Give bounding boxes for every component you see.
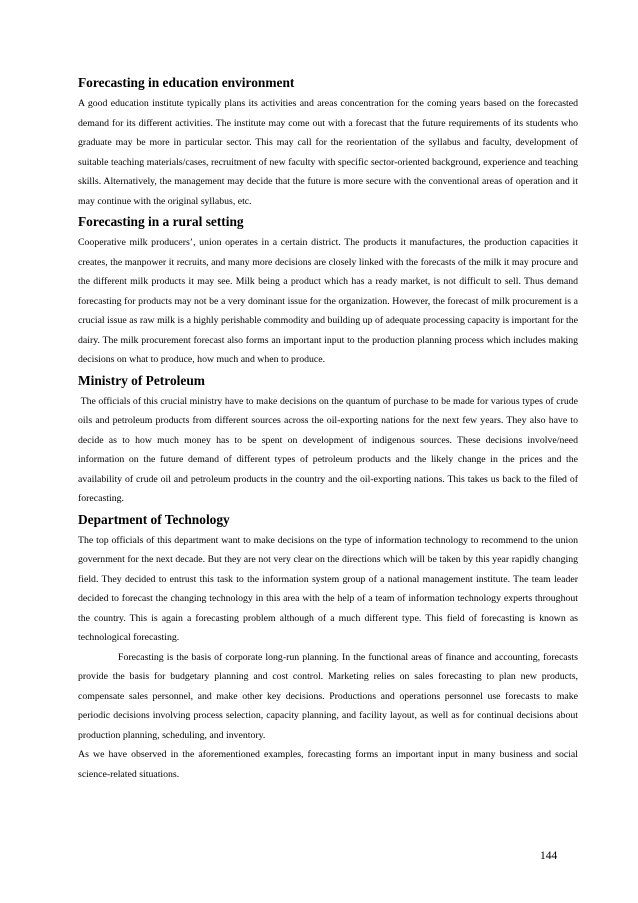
section-paragraph: A good education institute typically plans its activities and areas concentration for the coming years based on the forecasted demand for its different activities. The institute may come out with a forecast that the future requirements of its students who graduate may be more in particular sector. This may call for the reorientation of the syllabus and faculty, development of suitable teaching materials/cases, recruitment of new faculty with specific sector-oriented background, experience and teaching skills. Alternatively, the management may decide that the future is more secure with the conventional areas of operation and it may continue with the original syllabus, etc. bbox=[78, 98, 578, 207]
section-paragraph: As we have observed in the aforementioned examples, forecasting forms an important input in many business and social science-related situations. bbox=[78, 749, 578, 780]
section-heading: Department of Technology bbox=[78, 511, 230, 527]
section-paragraph: The officials of this crucial ministry have to make decisions on the quantum of purchase to be made for various types of crude oils and petroleum products from different sources across the oil-exporting nations for the next few years. They also have to decide as to how much money has to be spent on development of indigenous sources. These decisions involve/need information on the future demand of different types of petroleum products and the likely change in the prices and the availability of crude oil and petroleum products in the country and the oil-exporting nations. This takes us back to the filed of forecasting. bbox=[78, 395, 579, 504]
document-page bbox=[78, 74, 578, 786]
section-heading: Forecasting in education environment bbox=[78, 75, 295, 90]
page-number: 144 bbox=[540, 850, 558, 862]
section-paragraph: Forecasting is the basis of corporate long-run planning. In the functional areas of finance and accounting, forecasts provide the basis for budgetary planning and cost control. Marketing relies on sales forecasting to plan new products, compensate sales personnel, and make other key decisions. Productions and operations personnel use forecasts to make periodic decisions involving process selection, capacity planning, and facility layout, as well as for continual decisions about production planning, scheduling, and inventory. bbox=[78, 651, 578, 741]
section-technology bbox=[78, 511, 578, 785]
section-education bbox=[78, 74, 578, 211]
section-paragraph: The top officials of this department want to make decisions on the type of information technology to recommend to the union government for the next decade. But they are not very clear on the directions which will be taken by this year rapidly changing field. They decided to entrust this task to the information system group of a national management institute. The team leader decided to forecast the changing technology in this area with the help of a team of information technology experts throughout the country. This is again a forecasting problem although of a much different type. This field of forecasting is known as technological forecasting. bbox=[78, 534, 578, 643]
section-heading: Ministry of Petroleum bbox=[78, 372, 205, 388]
section-heading: Forecasting in a rural setting bbox=[78, 214, 244, 229]
section-paragraph: Cooperative milk producers’, union operates in a certain district. The products it manufactures, the production capacities it creates, the manpower it recruits, and many more decisions are closely linked with the forecasts of the milk it may procure and the different milk products it may see. Milk being a product which has a ready market, is not difficult to sell. Thus demand forecasting for products may not be a very dominant issue for the organization. However, the forecast of milk procurement is a crucial issue as raw milk is a highly perishable commodity and building up of adequate processing capacity is important for the dairy. The milk procurement forecast also forms an important input to the production planning process which includes making decisions on what to produce, how much and when to produce. bbox=[78, 237, 578, 365]
section-petroleum bbox=[78, 372, 578, 509]
section-rural bbox=[78, 213, 578, 370]
